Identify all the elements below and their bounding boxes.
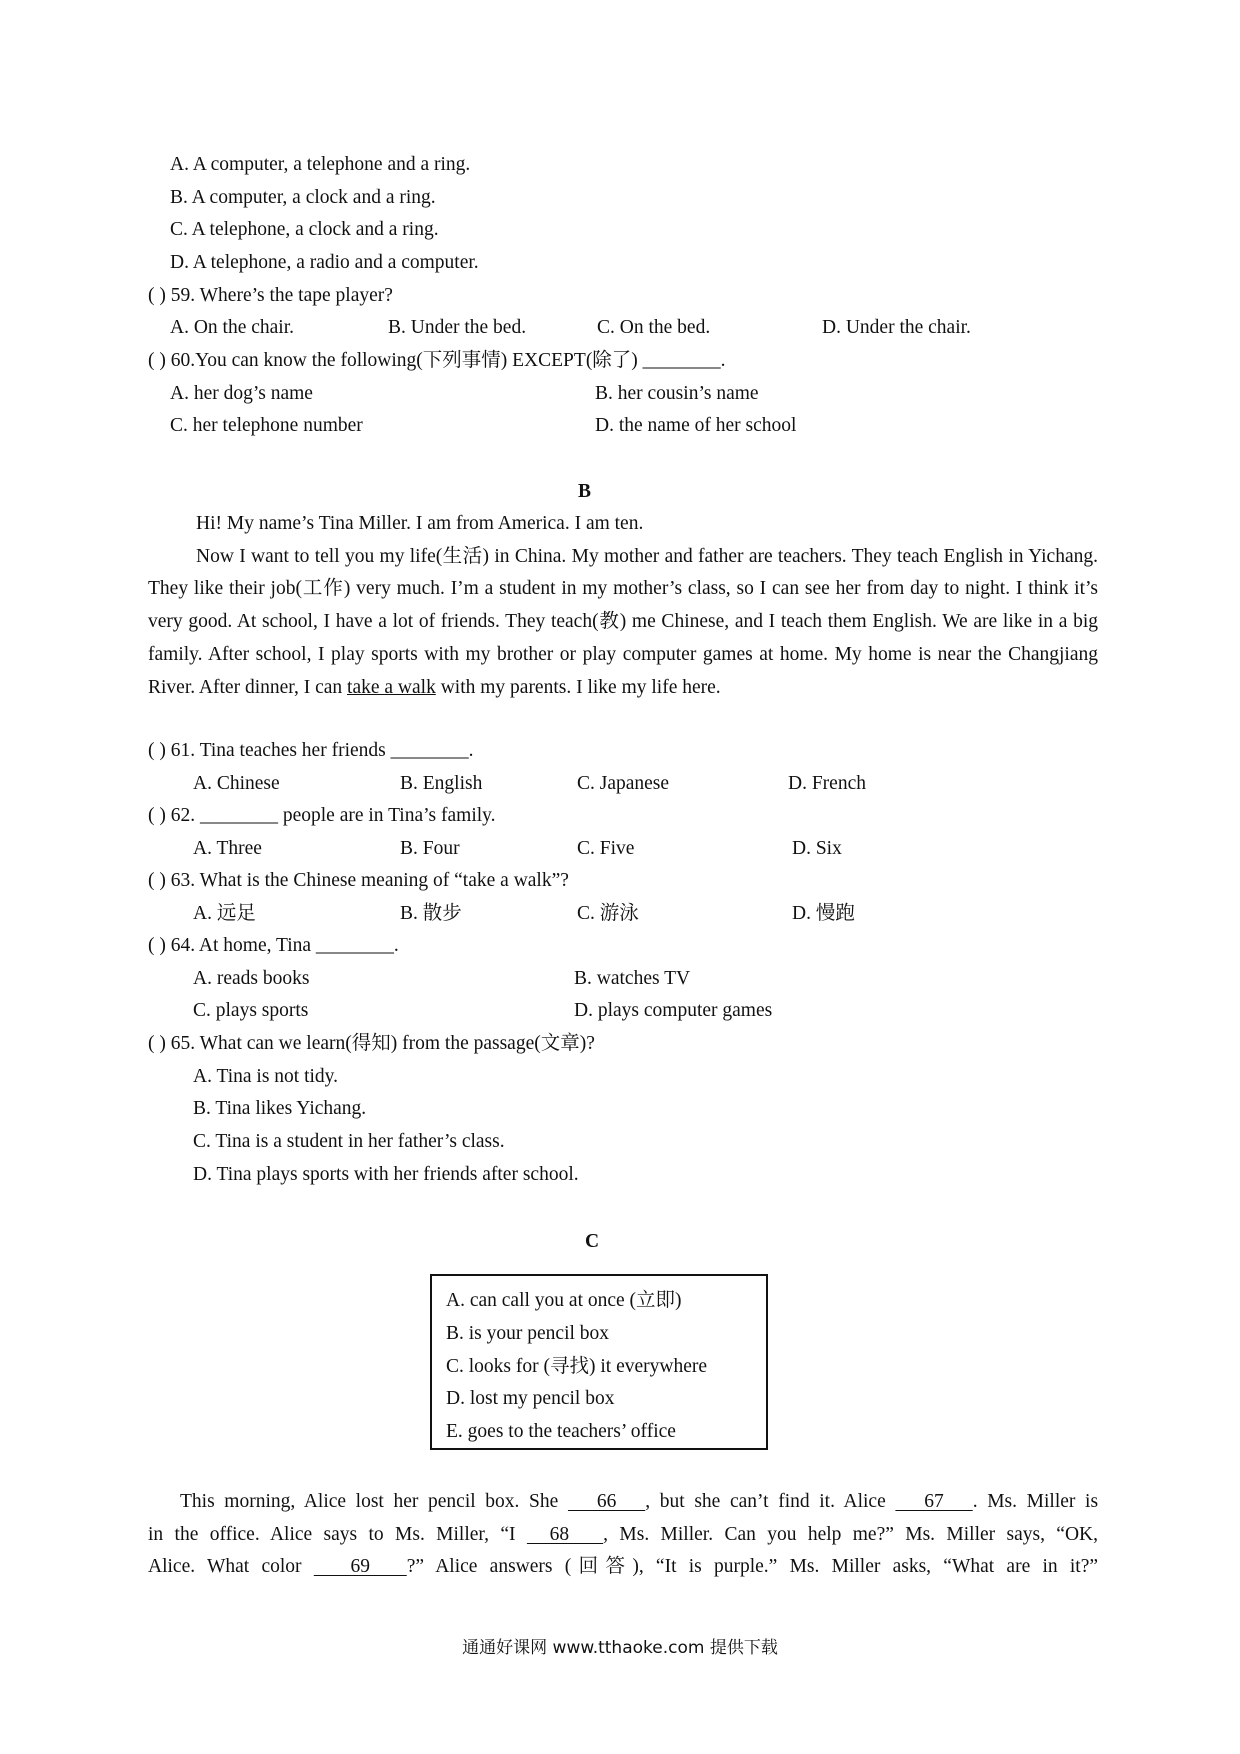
- text-segment: in the office. Alice says to Ms. Miller, “I: [148, 1523, 516, 1545]
- q59-option-d: D. Under the chair.: [822, 317, 971, 338]
- q62-option-d: D. Six: [792, 838, 842, 859]
- q60-option-c: C. her telephone number: [170, 415, 363, 436]
- q60-option-d: D. the name of her school: [595, 415, 797, 436]
- word-bank-box: [430, 1274, 768, 1450]
- q65-option-a: A. Tina is not tidy.: [193, 1066, 339, 1087]
- q65-option-b: B. Tina likes Yichang.: [193, 1098, 367, 1119]
- word-bank-option-a: A. can call you at once (立即): [446, 1290, 682, 1311]
- passage-underlined-phrase: take a walk: [347, 676, 436, 698]
- section-b-heading: B: [578, 481, 592, 502]
- q58-option-b: B. A computer, a clock and a ring.: [170, 187, 436, 208]
- q61-option-b: B. English: [400, 773, 483, 794]
- q65-stem: ( ) 65. What can we learn(得知) from the passage(文章)?: [148, 1033, 595, 1054]
- passage-c-line-3: [148, 1551, 1098, 1584]
- q61-option-a: A. Chinese: [193, 773, 280, 794]
- q63-option-b: B. 散步: [400, 903, 462, 924]
- passage-body: [148, 541, 1098, 705]
- q59-option-b: B. Under the bed.: [388, 317, 527, 338]
- blank-66[interactable]: 66: [567, 1491, 646, 1512]
- word-bank-option-e: E. goes to the teachers’ office: [446, 1421, 676, 1442]
- passage-body-before: Now I want to tell you my life(生活) in China. My mother and father are teachers. They teach English in Yichang. They like their job(工作) very much. I’m a student in my mother’s class, so I can see her from day to night. I think it’s very good. At school, I have a lot of friends. They teach(教) me Chinese, and I teach them English. We are like in a big family. After school, I play sports with my brother or play computer games at home. My home is near the Changjiang River. After dinner, I can: [148, 545, 1098, 698]
- q59-option-a: A. On the chair.: [170, 317, 295, 338]
- blank-69[interactable]: 69: [313, 1556, 407, 1578]
- q64-option-d: D. plays computer games: [574, 1000, 773, 1021]
- q63-option-a: A. 远足: [193, 903, 256, 924]
- q58-option-a: A. A computer, a telephone and a ring.: [170, 154, 471, 175]
- q59-stem: ( ) 59. Where’s the tape player?: [148, 285, 393, 306]
- passage-c-line-2: [148, 1519, 1098, 1552]
- q62-option-c: C. Five: [577, 838, 635, 859]
- passage-body-after: with my parents. I like my life here.: [440, 676, 721, 698]
- q60-stem: ( ) 60.You can know the following(下列事情) EXCEPT(除了) ________.: [148, 350, 726, 371]
- q60-option-a: A. her dog’s name: [170, 383, 313, 404]
- q64-option-c: C. plays sports: [193, 1000, 309, 1021]
- text-segment: This morning, Alice lost her pencil box. She: [180, 1491, 559, 1512]
- text-segment: ?” Alice answers (回答), “It is purple.” Ms. Miller asks, “What are in it?”: [406, 1556, 1099, 1578]
- q64-option-b: B. watches TV: [574, 968, 691, 989]
- blank-68[interactable]: 68: [526, 1523, 604, 1545]
- q62-option-b: B. Four: [400, 838, 460, 859]
- q58-option-c: C. A telephone, a clock and a ring.: [170, 219, 439, 240]
- page-footer: 通通好课网 www.tthaoke.com 提供下载: [462, 1638, 778, 1658]
- q58-option-d: D. A telephone, a radio and a computer.: [170, 252, 479, 273]
- q63-option-d: D. 慢跑: [792, 903, 855, 924]
- q61-option-c: C. Japanese: [577, 773, 670, 794]
- section-c-heading: C: [585, 1231, 600, 1252]
- section-b-passage: [148, 508, 1098, 704]
- q60-option-b: B. her cousin’s name: [595, 383, 759, 404]
- q64-option-a: A. reads books: [193, 968, 310, 989]
- q61-option-d: D. French: [788, 773, 866, 794]
- blank-67[interactable]: 67: [895, 1491, 973, 1512]
- section-c-passage: [148, 1486, 1098, 1584]
- q65-option-d: D. Tina plays sports with her friends after school.: [193, 1164, 579, 1185]
- q61-stem: ( ) 61. Tina teaches her friends ________.: [148, 740, 474, 761]
- q62-stem: ( ) 62. ________ people are in Tina’s family.: [148, 805, 496, 826]
- passage-c-line-1: [148, 1486, 1098, 1519]
- word-bank-option-b: B. is your pencil box: [446, 1323, 610, 1344]
- q65-option-c: C. Tina is a student in her father’s class.: [193, 1131, 505, 1152]
- text-segment: , Ms. Miller. Can you help me?” Ms. Miller says, “OK,: [603, 1523, 1098, 1545]
- passage-intro: Hi! My name’s Tina Miller. I am from America. I am ten.: [196, 513, 644, 534]
- text-segment: . Ms. Miller is: [972, 1491, 1099, 1512]
- q63-stem: ( ) 63. What is the Chinese meaning of “take a walk”?: [148, 870, 569, 891]
- q64-stem: ( ) 64. At home, Tina ________.: [148, 935, 399, 956]
- word-bank-option-d: D. lost my pencil box: [446, 1388, 615, 1409]
- word-bank-option-c: C. looks for (寻找) it everywhere: [446, 1356, 708, 1377]
- q63-option-c: C. 游泳: [577, 903, 639, 924]
- text-segment: , but she can’t find it. Alice: [645, 1491, 886, 1512]
- q59-option-c: C. On the bed.: [597, 317, 711, 338]
- text-segment: Alice. What color: [148, 1556, 302, 1578]
- q62-option-a: A. Three: [193, 838, 262, 859]
